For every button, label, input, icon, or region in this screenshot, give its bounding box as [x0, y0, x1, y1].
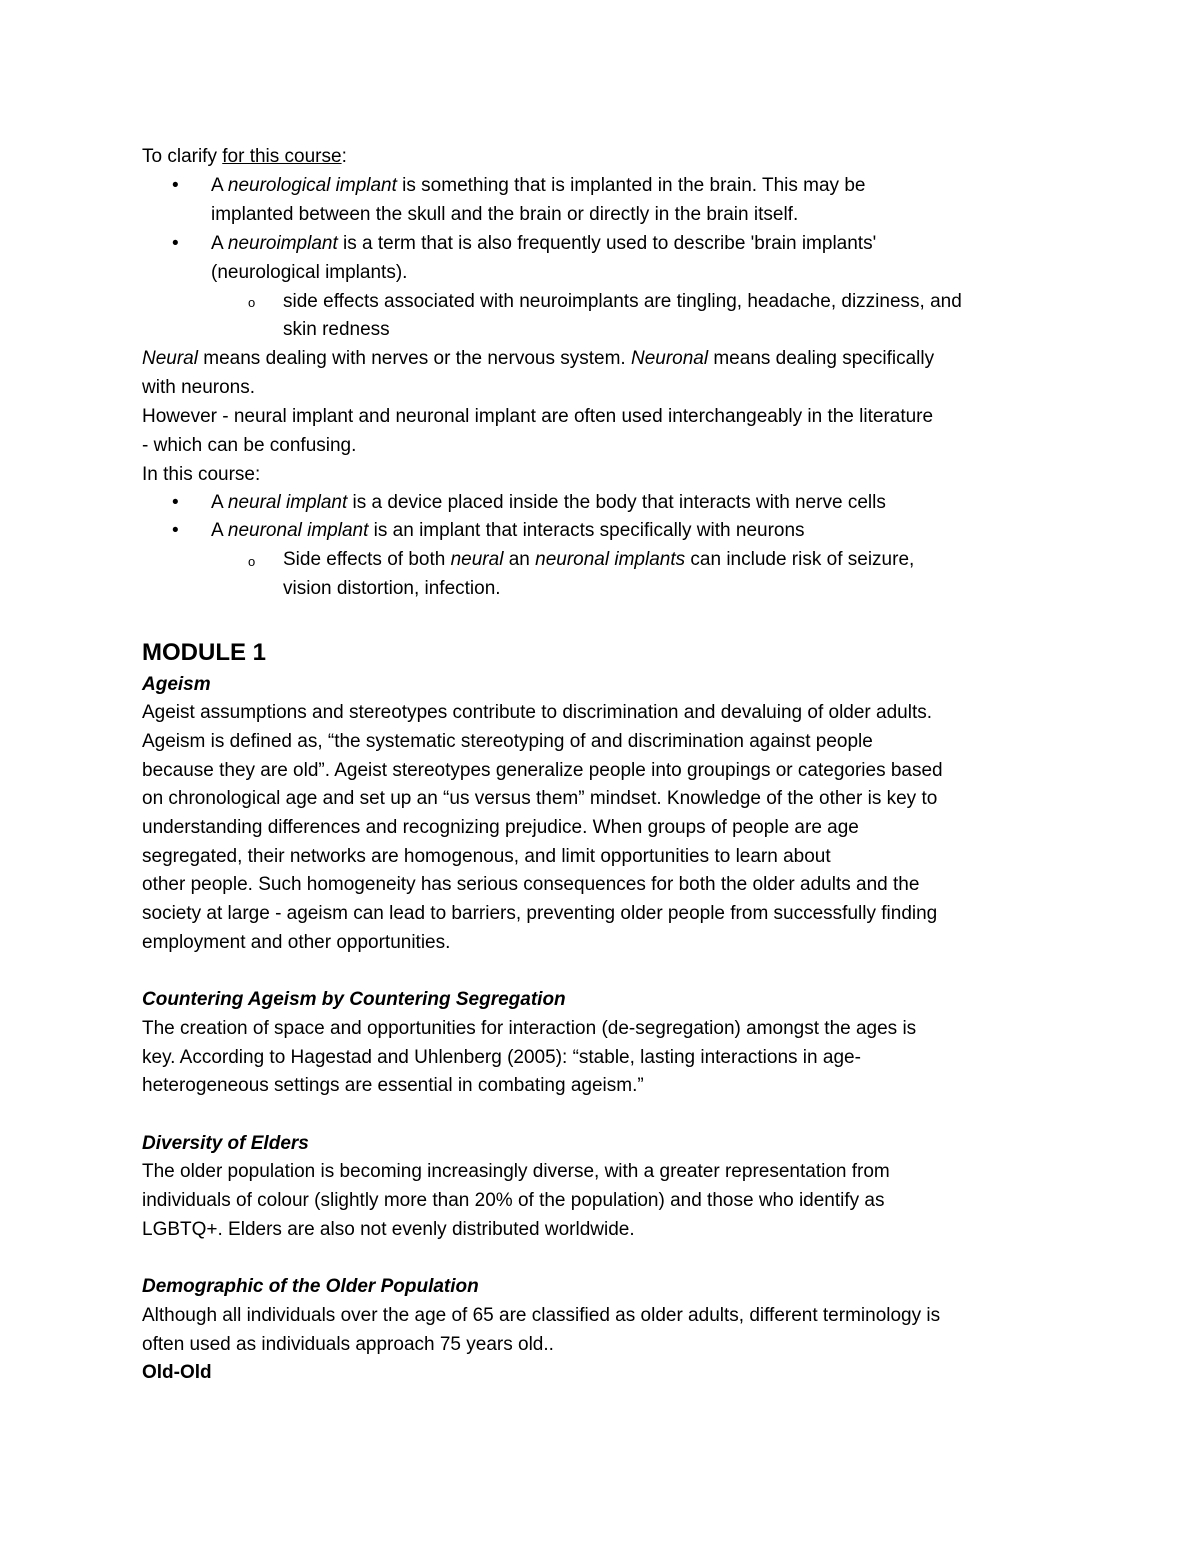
ageism-heading: Ageism [142, 674, 211, 695]
bullet-item-cont: implanted between the skull and the brain or directly in the brain itself. [211, 204, 799, 225]
intro-lead: To clarify for this course: [142, 146, 347, 167]
course-bullet-item: A neural implant is a device placed inside the body that interacts with nerve cells [211, 492, 886, 513]
course-bullet-item: A neuronal implant is an implant that interacts specifically with neurons [211, 520, 805, 541]
demographic-paragraph-line: Although all individuals over the age of 65 are classified as older adults, different terminology is [142, 1305, 941, 1326]
term-neuronal-implant: neuronal implant [227, 520, 369, 541]
neural-definition-cont: with neurons. [142, 377, 256, 398]
countering-heading: Countering Ageism by Countering Segregation [142, 989, 566, 1010]
term-neuronal: Neuronal [630, 348, 709, 369]
neural-definition: Neural means dealing with nerves or the nervous system. Neuronal means dealing specifically [142, 348, 935, 369]
ageism-paragraph-line: employment and other opportunities. [142, 932, 451, 953]
demographic-heading: Demographic of the Older Population [142, 1276, 479, 1297]
diversity-paragraph-line: LGBTQ+. Elders are also not evenly distributed worldwide. [142, 1219, 635, 1240]
bullet-icon: • [172, 492, 179, 513]
term-neural-implant: neural implant [227, 492, 348, 513]
countering-paragraph-line: key. According to Hagestad and Uhlenberg (2005): “stable, lasting interactions in age- [142, 1047, 861, 1068]
term-neuroimplant: neuroimplant [227, 233, 338, 254]
bullet-icon: • [172, 233, 179, 254]
term-neural: Neural [142, 348, 198, 369]
ageism-paragraph-line: Ageism is defined as, “the systematic stereotyping of and discrimination against people [142, 731, 873, 752]
term-neurological-implant: neurological implant [227, 175, 397, 196]
sub-bullet-icon: o [248, 295, 256, 310]
ageism-paragraph-line: on chronological age and set up an “us versus them” mindset. Knowledge of the other is key to [142, 788, 938, 809]
sub-bullet-item: side effects associated with neuroimplants are tingling, headache, dizziness, and [283, 291, 962, 312]
ageism-paragraph-line: segregated, their networks are homogenous, and limit opportunities to learn about [142, 846, 831, 867]
old-old-label: Old-Old [142, 1362, 212, 1383]
ageism-paragraph-line: understanding differences and recognizing prejudice. When groups of people are age [142, 817, 859, 838]
countering-paragraph-line: heterogeneous settings are essential in combating ageism.” [142, 1075, 644, 1096]
bullet-item: A neurological implant is something that is implanted in the brain. This may be [211, 175, 866, 196]
in-this-course: In this course: [142, 464, 261, 485]
lead-underlined: for this course [222, 146, 342, 167]
diversity-paragraph-line: individuals of colour (slightly more than 20% of the population) and those who identify as [142, 1190, 885, 1211]
course-sub-bullet: Side effects of both neural an neuronal implants can include risk of seizure, [283, 549, 915, 570]
ageism-paragraph-line: Ageist assumptions and stereotypes contribute to discrimination and devaluing of older adults. [142, 702, 933, 723]
term-neuronal-implants: neuronal implants [535, 549, 686, 570]
bullet-icon: • [172, 520, 179, 541]
demographic-paragraph-line: often used as individuals approach 75 years old.. [142, 1334, 554, 1355]
ageism-paragraph-line: other people. Such homogeneity has serious consequences for both the older adults and the [142, 874, 920, 895]
term-neural: neural [450, 549, 504, 570]
diversity-heading: Diversity of Elders [142, 1133, 309, 1154]
bullet-icon: • [172, 175, 179, 196]
countering-paragraph-line: The creation of space and opportunities for interaction (de-segregation) amongst the ages is [142, 1018, 917, 1039]
however-paragraph-cont: - which can be confusing. [142, 435, 357, 456]
diversity-paragraph-line: The older population is becoming increasingly diverse, with a greater representation from [142, 1161, 890, 1182]
module-title: MODULE 1 [142, 639, 267, 666]
ageism-paragraph-line: society at large - ageism can lead to barriers, preventing older people from successfully finding [142, 903, 938, 924]
sub-bullet-icon: o [248, 554, 256, 569]
however-paragraph: However - neural implant and neuronal implant are often used interchangeably in the literature [142, 406, 934, 427]
ageism-paragraph-line: because they are old”. Ageist stereotypes generalize people into groupings or categories based [142, 760, 943, 781]
bullet-item: A neuroimplant is a term that is also frequently used to describe 'brain implants' [211, 233, 877, 254]
course-sub-bullet-cont: vision distortion, infection. [283, 578, 501, 599]
sub-bullet-item-cont: skin redness [283, 319, 390, 340]
bullet-item-cont: (neurological implants). [211, 262, 408, 283]
